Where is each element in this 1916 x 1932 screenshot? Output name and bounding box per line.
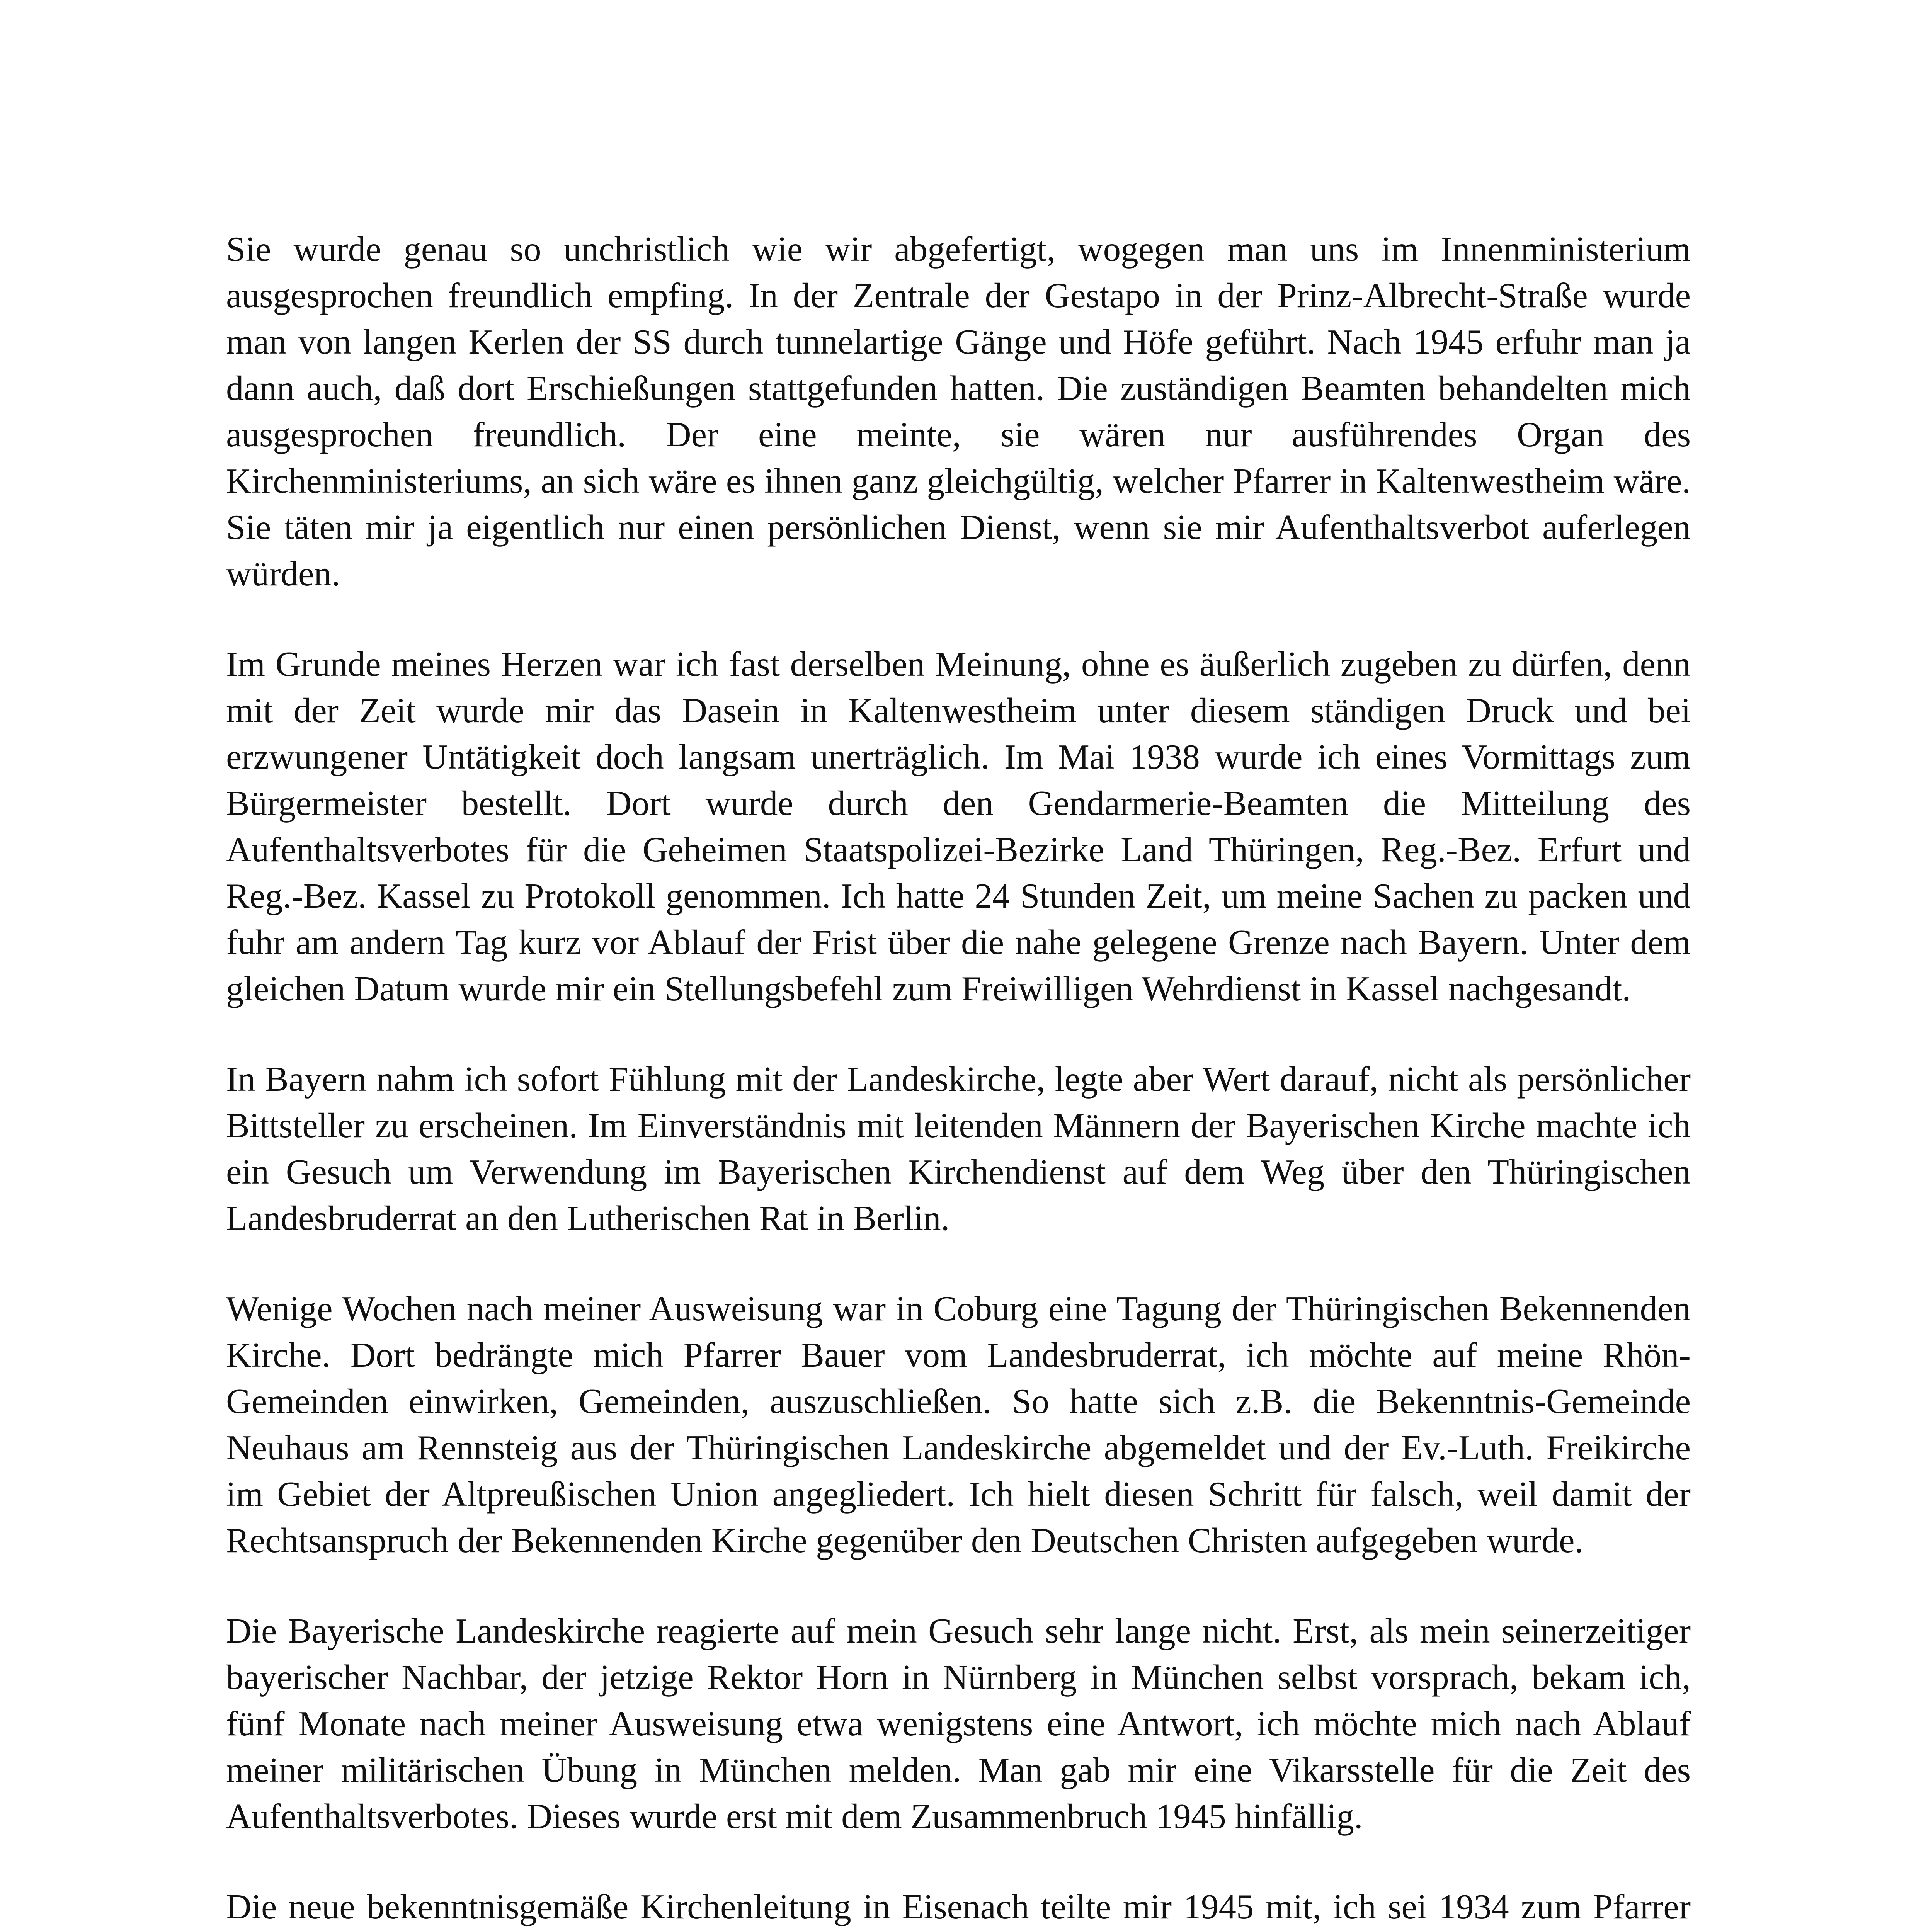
paragraph-bavarian-church-request: In Bayern nahm ich sofort Fühlung mit der Landeskirche, legte aber Wert darauf, nicht als persönlicher Bittsteller zu erscheinen. Im Einverständnis mit leitenden Männern der Bayerischen Kirche machte ich ein Gesuch um Verwendung im Bayerischen Kirchendienst auf dem Weg über den Thüringischen Landesbruderrat an den Lutherischen Rat in Berlin. [226,1060,1691,1238]
paragraph-eisenach-1945: Die neue bekenntnisgemäße Kirchenleitung in Eisenach teilte mir 1945 mit, ich sei 1934 zum Pfarrer [226,1887,1691,1926]
paragraph-expulsion-order: Im Grunde meines Herzen war ich fast derselben Meinung, ohne es äußerlich zugeben zu dürfen, denn mit der Zeit wurde mir das Dasein in Kaltenwestheim unter diesem ständigen Druck und bei erzwungener Untätigkeit doch langsam unerträglich. Im Mai 1938 wurde ich eines Vormittags zum Bürgermeister bestellt. Dort wurde durch den Gendarmerie-Beamten die Mitteilung des Aufenthaltsverbotes für die Geheimen Staatspolizei-Bezirke Land Thüringen, Reg.-Bez. Erfurt und Reg.-Bez. Kassel zu Protokoll genommen. Ich hatte 24 Stunden Zeit, um meine Sachen zu packen und fuhr am andern Tag kurz vor Ablauf der Frist über die nahe gelegene Grenze nach Bayern. Unter dem gleichen Datum wurde mir ein Stellungsbefehl zum Freiwilligen Wehrdienst in Kassel nachgesandt. [226,645,1691,1008]
body-text [226,226,1691,1932]
paragraph-coburg-meeting: Wenige Wochen nach meiner Ausweisung war in Coburg eine Tagung der Thüringischen Bekennenden Kirche. Dort bedrängte mich Pfarrer Bauer vom Landesbruderrat, ich möchte auf meine Rhön-Gemeinden einwirken, Gemeinden, auszuschließen. So hatte sich z.B. die Bekenntnis-Gemeinde Neuhaus am Rennsteig aus der Thüringischen Landeskirche abgemeldet und der Ev.-Luth. Freikirche im Gebiet der Altpreußischen Union angegliedert. Ich hielt diesen Schritt für falsch, weil damit der Rechtsanspruch der Bekennenden Kirche gegenüber den Deutschen Christen aufgegeben wurde. [226,1289,1691,1560]
paragraph-bavarian-response: Die Bayerische Landeskirche reagierte auf mein Gesuch sehr lange nicht. Erst, als mein seinerzeitiger bayerischer Nachbar, der jetzige Rektor Horn in Nürnberg in München selbst vorsprach, bekam ich, fünf Monate nach meiner Ausweisung etwa wenigstens eine Antwort, ich möchte mich nach Ablauf meiner militärischen Übung in München melden. Man gab mir eine Vikarsstelle für die Zeit des Aufenthaltsverbotes. Dieses wurde erst mit dem Zusammenbruch 1945 hinfällig. [226,1611,1691,1836]
paragraph-gestapo-visit: Sie wurde genau so unchristlich wie wir abgefertigt, wogegen man uns im Innenministerium ausgesprochen freundlich empfing. In der Zentrale der Gestapo in der Prinz-Albrecht-Straße wurde man von langen Kerlen der SS durch tunnelartige Gänge und Höfe geführt. Nach 1945 erfuhr man ja dann auch, daß dort Erschießungen stattgefunden hatten. Die zuständigen Beamten behandelten mich ausgesprochen freundlich. Der eine meinte, sie wären nur ausführendes Organ des Kirchenministeriums, an sich wäre es ihnen ganz gleichgültig, welcher Pfarrer in Kaltenwestheim wäre. Sie täten mir ja eigentlich nur einen persönlichen Dienst, wenn sie mir Aufenthaltsverbot auferlegen würden. [226,230,1691,593]
